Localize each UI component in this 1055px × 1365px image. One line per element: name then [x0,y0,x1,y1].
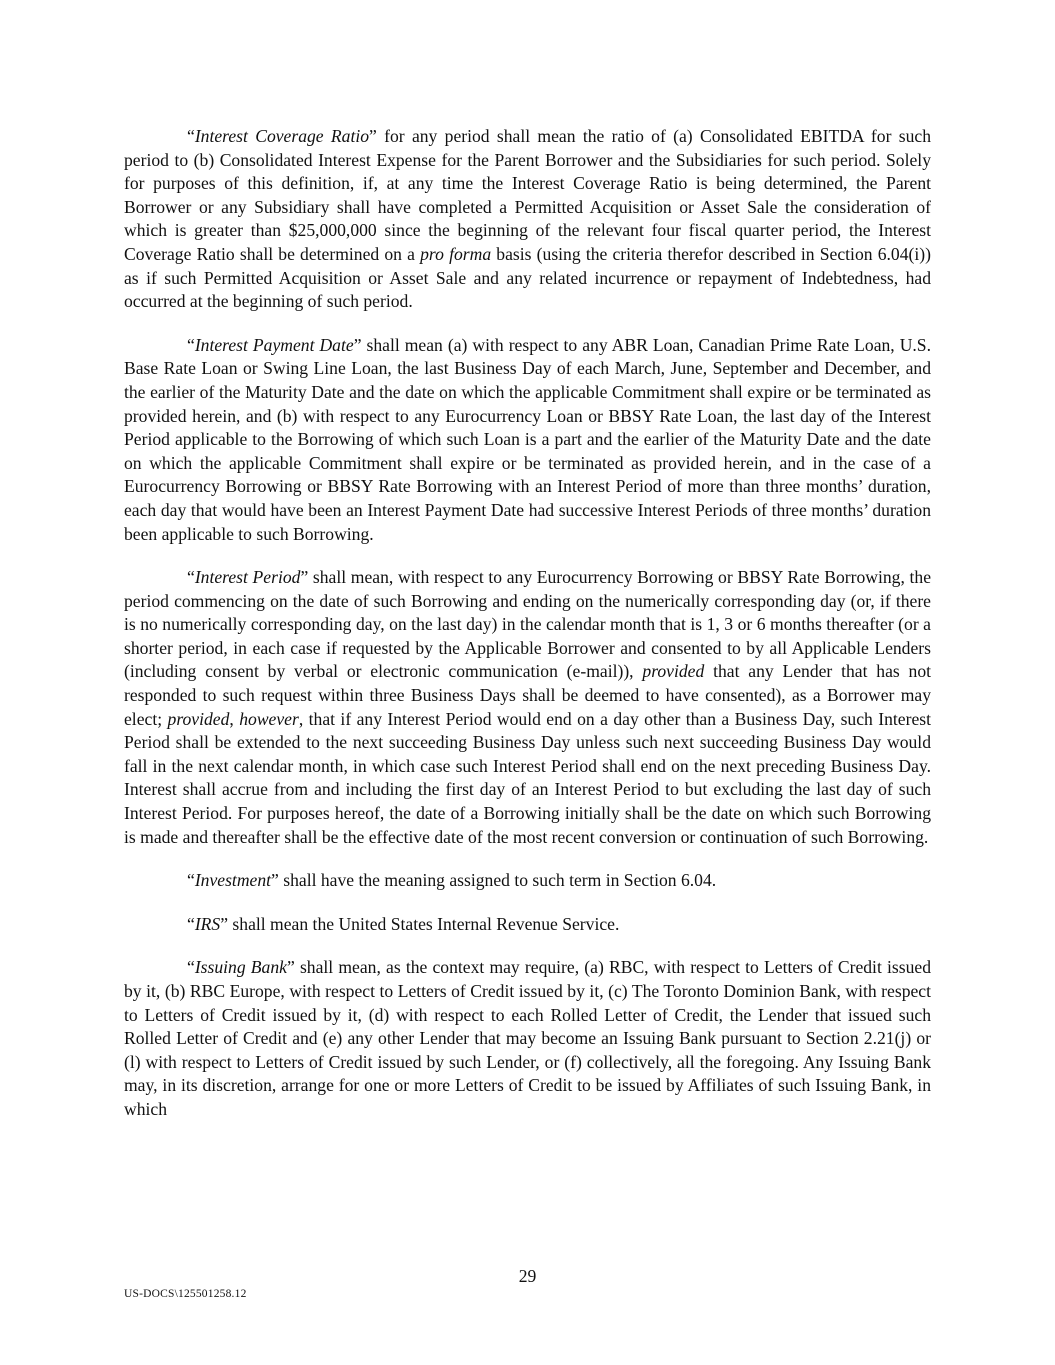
text-run: , that if any Interest Period would end on a day other than a Business Day, such Interest Period shall be extended to the next succeeding Business Day unless such next succeeding Business Day would fall in the next calendar month, in which case such Interest Period shall end on the next preceding Business Day. Interest shall accrue from and including the first day of an Interest Period to but excluding the last day of such Interest Period. For purposes hereof, the date of a Borrowing initially shall be the date on which such Borrowing is made and thereafter shall be the effective date of the most recent conversion or continuation of such Borrowing. [124,708,931,847]
document-body [124,125,931,1142]
text-run: ” shall have the meaning assigned to such term in Section 6.04. [271,870,717,891]
italic-term: Interest Period [194,567,301,588]
text-run: “ [187,957,195,978]
definition-issuing-bank [124,956,931,1121]
text-run: “ [187,913,195,934]
text-run: ” shall mean (a) with respect to any ABR Loan, Canadian Prime Rate Loan, U.S. Base Rate Loan or Swing Line Loan, the last Business Day of each March, June, September and December, and the earlier of the Maturity Date and the date on which the applicable Commitment shall expire or be terminated as provided herein, and (b) with respect to any Eurocurrency Loan or BBSY Rate Loan, the last day of the Interest Period applicable to the Borrowing of which such Loan is a part and the earlier of the Maturity Date and the date on which the applicable Commitment shall expire or be terminated as provided herein, and in the case of a Eurocurrency Borrowing or BBSY Rate Borrowing with an Interest Period of more than three months’ duration, each day that would have been an Interest Payment Date had successive Interest Periods of three months’ duration been applicable to such Borrowing. [124,334,931,544]
text-run: ” for any period shall mean the ratio of (a) Consolidated EBITDA for such period to (b) Consolidated Interest Expense for the Parent Borrower and the Subsidiaries for such period. Solely for purposes of this definition, if, at any time the Interest Coverage Ratio is being determined, the Parent Borrower or any Subsidiary shall have completed a Permitted Acquisition or Asset Sale the consideration of which is greater than $25,000,000 since the beginning of the relevant four fiscal quarter period, the Interest Coverage Ratio shall be determined on a [124,126,931,264]
italic-term: Interest Coverage Ratio [194,126,370,146]
text-run: “ [187,567,195,588]
italic-term: Interest Payment Date [194,334,354,355]
definition-investment [124,869,931,893]
italic-term: Issuing Bank [194,957,287,978]
text-run: “ [187,126,195,146]
text-run: ” shall mean, with respect to any Eurocurrency Borrowing or BBSY Rate Borrowing, the period commencing on the date of such Borrowing and ending on the numerically corresponding day (or, if there is no numerically corresponding day, on the last day) in the calendar month that is 1, 3 or 6 months thereafter (or a shorter period, in each case if requested by the Applicable Borrower and consented to by all Applicable Lenders (including consent by verbal or electronic communication (e-mail)), [124,567,932,682]
italic-term: provided [642,661,705,682]
text-run: ” shall mean the United States Internal Revenue Service. [220,913,620,934]
text-run: “ [187,870,195,891]
definition-interest-payment-date [124,334,931,546]
italic-term: pro forma [420,243,492,264]
definition-interest-coverage-ratio [124,125,931,314]
definition-irs [124,913,931,937]
text-run: that any Lender that has not responded to such request within three Business Days shall be deemed to have consented), as a Borrower may elect; [124,661,932,729]
italic-term: IRS [194,913,221,934]
text-run: ” shall mean, as the context may require, (a) RBC, with respect to Letters of Credit issued by it, (b) RBC Europe, with respect to Letters of Credit issued by it, (c) The Toronto Dominion Bank, with respect to Letters of Credit issued by it, (d) with respect to each Rolled Letter of Credit, the Lender that issued such Rolled Letter of Credit and (e) any other Lender that may become an Issuing Bank pursuant to Section 2.21(j) or (l) with respect to Letters of Credit issued by such Lender, or (f) collectively, all the foregoing. Any Issuing Bank may, in its discretion, arrange for one or more Letters of Credit to be issued by Affiliates of such Issuing Bank, in which [124,957,931,1119]
text-run: “ [187,334,195,355]
italic-term: provided [167,708,230,729]
italic-term: Investment [194,870,272,891]
definition-interest-period [124,566,931,849]
document-id: US-DOCS\125501258.12 [124,1288,247,1300]
page-number: 29 [518,1266,537,1286]
italic-term: however [239,708,299,729]
text-run: basis (using the criteria therefor described in Section 6.04(i)) as if such Permitted Acquisition or Asset Sale and any related incurrence or repayment of Indebtedness, had occurred at the beginning of such period. [124,243,931,312]
text-run: , [229,708,240,729]
